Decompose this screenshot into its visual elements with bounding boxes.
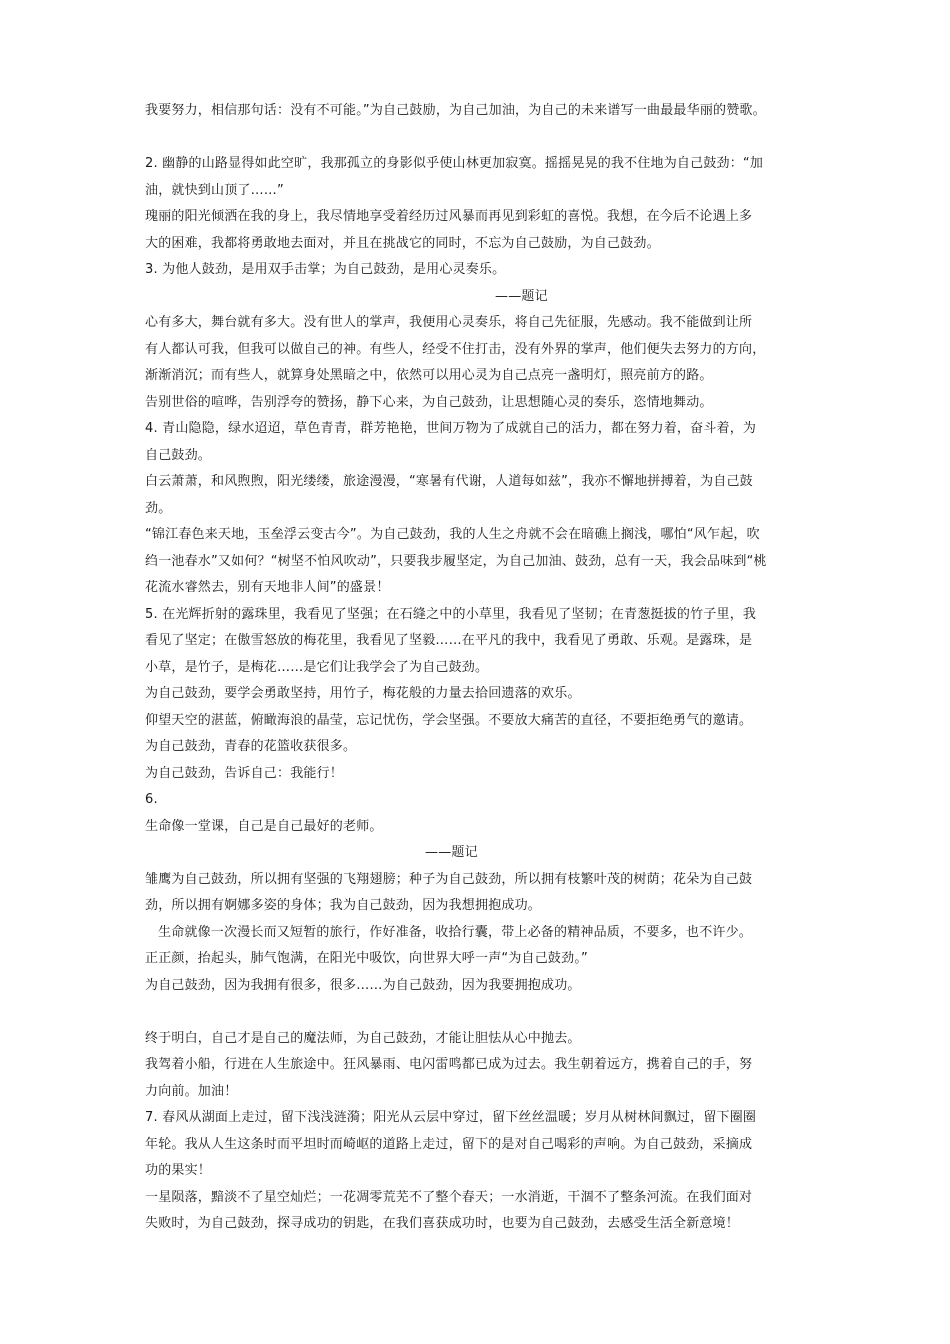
text-line: “锦江春色来天地，玉垒浮云变古今”。为自己鼓劲，我的人生之舟就不会在暗礁上搁浅，哪怕“风乍起，吹 [145,527,760,542]
text-line: 力向前。加油！ [145,1083,238,1099]
text-line: 3. 为他人鼓劲，是用双手击掌；为自己鼓劲，是用心灵奏乐。 [145,262,506,277]
text-line: 渐渐消沉；而有些人，就算身处黑暗之中，依然可以用心灵为自己点亮一盏明灯，照亮前方的路。 [145,368,713,383]
text-line: 为自己鼓劲，青春的花篮收获很多。 [145,739,357,754]
text-line: 5. 在光辉折射的露珠里，我看见了坚强；在石缝之中的小草里，我看见了坚韧；在青葱挺拔的竹子里，我 [145,606,757,622]
text-line: 我驾着小船，行进在人生旅途中。狂风暴雨、电闪雷鸣都已成为过去。我生朝着远方，携着自己的手，努 [145,1057,753,1072]
text-line: 为自己鼓劲，要学会勇敢坚持，用竹子，梅花般的力量去拾回遗落的欢乐。 [145,686,581,701]
text-line: 我要努力，相信那句话：没有不可能。”为自己鼓励，为自己加油，为自己的未来谱写一曲最最华丽的赞歌。 [145,103,766,118]
text-line: 白云萧萧，和风煦煦，阳光缕缕，旅途漫漫，“寒暑有代谢，人道每如兹”，我亦不懈地拼搏着，为自己鼓 [145,474,753,489]
epigraph-attribution: ——题记 [425,845,478,860]
text-line: 生命像一堂课，自己是自己最好的老师。 [145,818,383,834]
text-line: 小草，是竹子，是梅花……是它们让我学会了为自己鼓劲。 [145,659,489,675]
document-body [145,98,810,1238]
text-line: 失败时，为自己鼓劲，探寻成功的钥匙，在我们喜获成功时，也要为自己鼓劲，去感受生活全新意境！ [145,1216,740,1231]
text-line: 油，就快到山顶了……” [145,182,284,198]
text-line: 年轮。我从人生这条时而平坦时而崎岖的道路上走过，留下的是对自己喝彩的声响。为自己鼓劲，采摘成 [145,1136,753,1152]
text-line: 看见了坚定；在傲雪怒放的梅花里，我看见了坚毅……在平凡的我中，我看见了勇敢、乐观。是露珠，是 [145,633,753,648]
text-line: 6. [145,792,158,807]
text-line: 仰望天空的湛蓝，俯瞰海浪的晶莹，忘记忧伤，学会坚强。不要放大痛苦的直径，不要拒绝勇气的邀请。 [145,712,753,728]
text-line: 劲。 [145,500,172,516]
text-line: 自己鼓劲。 [145,447,212,463]
epigraph-attribution: ——题记 [495,288,548,304]
text-line: 雏鹰为自己鼓劲，所以拥有坚强的飞翔翅膀；种子为自己鼓劲，所以拥有枝繁叶茂的树荫；花朵为自己鼓 [145,871,753,887]
text-line: 终于明白，自己才是自己的魔法师，为自己鼓劲，才能让胆怯从心中抛去。 [145,1030,581,1046]
text-line: 为自己鼓劲，因为我拥有很多，很多……为自己鼓劲，因为我要拥抱成功。 [145,977,581,993]
blank-line [145,999,810,1026]
text-line: 瑰丽的阳光倾洒在我的身上，我尽情地享受着经历过风暴而再见到彩虹的喜悦。我想，在今后不论遇上多 [145,209,753,224]
text-line: 绉一池春水”又如何？“树坚不怕风吹动”，只要我步履坚定，为自己加油、鼓劲，总有一天，我会品味到“桃 [145,553,767,569]
text-line: 有人都认可我，但我可以做自己的神。有些人，经受不住打击，没有外界的掌声，他们便失去努力的方向， [145,341,766,357]
text-line: 生命就像一次漫长而又短暂的旅行，作好准备，收拾行囊，带上必备的精神品质，不要多，也不许少。 [158,924,753,940]
text-line: 功的果实！ [145,1163,212,1178]
text-line: 4. 青山隐隐，绿水迢迢，草色青青，群芳艳艳，世间万物为了成就自己的活力，都在努力着，奋斗着，为 [145,421,757,436]
text-line: 一星陨落，黯淡不了星空灿烂；一花凋零荒芜不了整个春天；一水消逝，干涸不了整条河流。在我们面对 [145,1189,753,1205]
text-line: 心有多大，舞台就有多大。没有世人的掌声，我便用心灵奏乐，将自己先征服，先感动。我不能做到让所 [145,315,753,330]
text-line: 劲，所以拥有婀娜多姿的身体；我为自己鼓劲，因为我想拥抱成功。 [145,898,542,913]
text-line: 大的困难，我都将勇敢地去面对，并且在挑战它的同时，不忘为自己鼓励，为自己鼓劲。 [145,235,660,251]
text-line: 为自己鼓劲，告诉自己：我能行！ [145,765,344,781]
text-line: 2. 幽静的山路显得如此空旷，我那孤立的身影似乎使山林更加寂寞。摇摇晃晃的我不住地为自己鼓劲：“加 [145,156,764,171]
blank-line [145,125,810,152]
text-line: 7. 春风从湖面上走过，留下浅浅涟漪；阳光从云层中穿过，留下丝丝温暖；岁月从树林间飘过，留下圈圈 [145,1110,757,1125]
text-line: 花流水睿然去，别有天地非人间”的盛景！ [145,580,390,595]
text-line: 告别世俗的喧哗，告别浮夸的赞扬，静下心来，为自己鼓劲，让思想随心灵的奏乐，恣情地舞动。 [145,394,713,410]
text-line: 正正颜，抬起头，肺气饱满，在阳光中吸饮，向世界大呼一声“为自己鼓劲。” [145,951,588,966]
